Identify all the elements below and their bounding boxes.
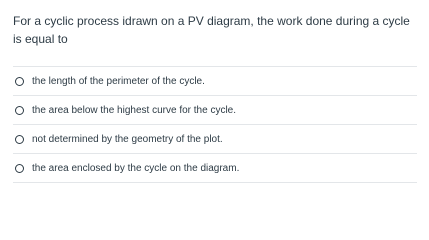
question-text: For a cyclic process idrawn on a PV diagram, the work done during a cycle is equal to [13, 14, 410, 46]
answer-label: the area enclosed by the cycle on the diagram. [32, 162, 240, 174]
radio-button[interactable] [15, 164, 24, 173]
answer-option-4[interactable] [13, 154, 417, 183]
answer-label: not determined by the geometry of the plot. [32, 133, 223, 145]
answer-list [13, 66, 417, 183]
answer-label: the area below the highest curve for the cycle. [32, 104, 237, 116]
radio-button[interactable] [15, 106, 24, 115]
radio-button[interactable] [15, 135, 24, 144]
answer-option-1[interactable] [13, 67, 417, 96]
radio-button[interactable] [15, 77, 24, 86]
answer-label: the length of the perimeter of the cycle. [32, 75, 205, 87]
answer-option-3[interactable] [13, 125, 417, 154]
answer-option-2[interactable] [13, 96, 417, 125]
